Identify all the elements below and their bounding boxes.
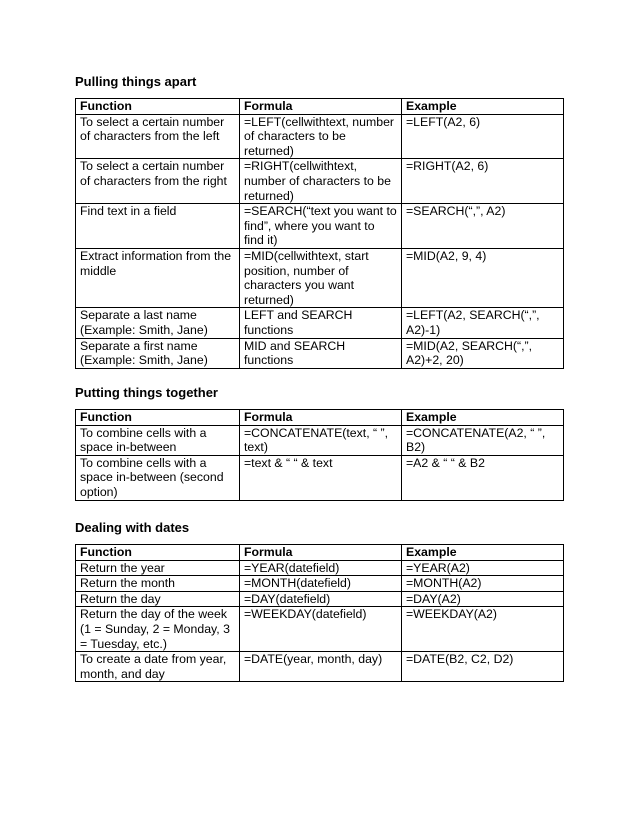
example-cell: =MID(A2, SEARCH(“,”, A2)+2, 20) bbox=[402, 338, 564, 368]
function-cell: To create a date from year, month, and day bbox=[76, 652, 240, 682]
section-heading-dealing-with-dates: Dealing with dates bbox=[75, 520, 190, 535]
putting-together-table bbox=[75, 409, 564, 501]
formula-cell: =RIGHT(cellwithtext, number of characters to be returned) bbox=[240, 159, 402, 204]
formula-cell: LEFT and SEARCH functions bbox=[240, 308, 402, 338]
table-header-row bbox=[76, 545, 564, 561]
example-cell: =WEEKDAY(A2) bbox=[402, 607, 564, 652]
example-cell: =YEAR(A2) bbox=[402, 560, 564, 576]
table-row bbox=[76, 576, 564, 592]
function-cell: Return the day of the week (1 = Sunday, 2 = Monday, 3 = Tuesday, etc.) bbox=[76, 607, 240, 652]
header-function: Function bbox=[76, 545, 240, 561]
table-row bbox=[76, 652, 564, 682]
header-example: Example bbox=[402, 99, 564, 115]
header-example: Example bbox=[402, 545, 564, 561]
function-cell: To combine cells with a space in-between bbox=[76, 425, 240, 455]
formula-cell: =SEARCH(“text you want to find”, where you want to find it) bbox=[240, 204, 402, 249]
table-row bbox=[76, 308, 564, 338]
example-cell: =RIGHT(A2, 6) bbox=[402, 159, 564, 204]
example-cell: =SEARCH(“,”, A2) bbox=[402, 204, 564, 249]
example-cell: =CONCATENATE(A2, “ ”, B2) bbox=[402, 425, 564, 455]
formula-cell: =WEEKDAY(datefield) bbox=[240, 607, 402, 652]
formula-cell: =YEAR(datefield) bbox=[240, 560, 402, 576]
section-heading-pulling-apart: Pulling things apart bbox=[75, 74, 197, 89]
header-function: Function bbox=[76, 410, 240, 426]
formula-cell: =LEFT(cellwithtext, number of characters to be returned) bbox=[240, 114, 402, 159]
header-formula: Formula bbox=[240, 545, 402, 561]
table-row bbox=[76, 159, 564, 204]
formula-cell: =MID(cellwithtext, start position, number of characters you want returned) bbox=[240, 248, 402, 307]
table-row bbox=[76, 425, 564, 455]
table-row bbox=[76, 455, 564, 500]
formula-cell: =text & “ “ & text bbox=[240, 455, 402, 500]
example-cell: =DATE(B2, C2, D2) bbox=[402, 652, 564, 682]
example-cell: =MID(A2, 9, 4) bbox=[402, 248, 564, 307]
table-row bbox=[76, 338, 564, 368]
formula-cell: =MONTH(datefield) bbox=[240, 576, 402, 592]
formula-cell: =DAY(datefield) bbox=[240, 591, 402, 607]
function-cell: Extract information from the middle bbox=[76, 248, 240, 307]
table-header-row bbox=[76, 99, 564, 115]
formula-cell: =DATE(year, month, day) bbox=[240, 652, 402, 682]
formula-cell: MID and SEARCH functions bbox=[240, 338, 402, 368]
section-heading-putting-together: Putting things together bbox=[75, 385, 218, 400]
example-cell: =LEFT(A2, SEARCH(“,”, A2)-1) bbox=[402, 308, 564, 338]
function-cell: Find text in a field bbox=[76, 204, 240, 249]
table-header-row bbox=[76, 410, 564, 426]
header-function: Function bbox=[76, 99, 240, 115]
example-cell: =A2 & “ “ & B2 bbox=[402, 455, 564, 500]
formula-cell: =CONCATENATE(text, “ ”, text) bbox=[240, 425, 402, 455]
example-cell: =MONTH(A2) bbox=[402, 576, 564, 592]
function-cell: Return the year bbox=[76, 560, 240, 576]
header-formula: Formula bbox=[240, 410, 402, 426]
function-cell: To combine cells with a space in-between (second option) bbox=[76, 455, 240, 500]
dealing-with-dates-table bbox=[75, 544, 564, 682]
example-cell: =DAY(A2) bbox=[402, 591, 564, 607]
table-row bbox=[76, 248, 564, 307]
function-cell: Return the day bbox=[76, 591, 240, 607]
function-cell: Return the month bbox=[76, 576, 240, 592]
table-row bbox=[76, 607, 564, 652]
table-row bbox=[76, 114, 564, 159]
table-row bbox=[76, 591, 564, 607]
function-cell: To select a certain number of characters from the left bbox=[76, 114, 240, 159]
function-cell: Separate a first name (Example: Smith, Jane) bbox=[76, 338, 240, 368]
pulling-apart-table bbox=[75, 98, 564, 369]
example-cell: =LEFT(A2, 6) bbox=[402, 114, 564, 159]
table-row bbox=[76, 204, 564, 249]
table-row bbox=[76, 560, 564, 576]
header-example: Example bbox=[402, 410, 564, 426]
function-cell: To select a certain number of characters from the right bbox=[76, 159, 240, 204]
function-cell: Separate a last name (Example: Smith, Jane) bbox=[76, 308, 240, 338]
header-formula: Formula bbox=[240, 99, 402, 115]
